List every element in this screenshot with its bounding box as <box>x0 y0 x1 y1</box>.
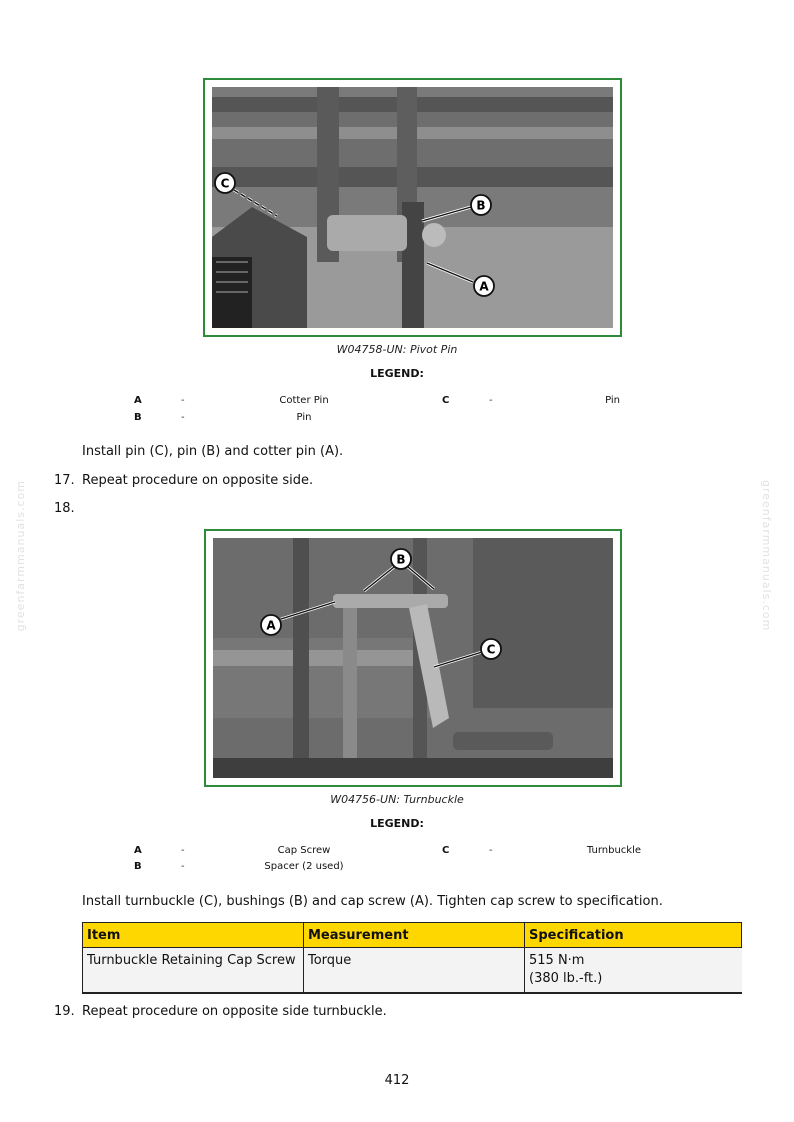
legend2-a-dash: - <box>181 845 185 856</box>
legend2-c-dash: - <box>489 845 493 856</box>
legend1-b-text: Pin <box>296 412 312 423</box>
turnbuckle-figure <box>204 529 622 787</box>
step17-text: Repeat procedure on opposite side. <box>82 473 314 488</box>
callout-b2 <box>391 549 411 569</box>
spec-value-metric: 515 N·m <box>529 953 585 968</box>
legend2-b-dash: - <box>181 861 185 872</box>
spec-table-header-row <box>83 923 742 948</box>
spec-table <box>82 922 742 994</box>
page-number: 412 <box>384 1073 410 1088</box>
legend1-a-dash: - <box>181 395 185 406</box>
legend2-a-letter: A <box>134 845 142 856</box>
figure1-caption: W04758-UN: Pivot Pin <box>336 343 458 356</box>
svg-text:C: C <box>220 176 230 191</box>
legend1-c-letter: C <box>442 395 450 406</box>
step19-text: Repeat procedure on opposite side turnbuckle. <box>82 1004 387 1019</box>
svg-text:C: C <box>486 642 496 657</box>
spec-cell-item: Turnbuckle Retaining Cap Screw <box>83 948 304 994</box>
callout-b <box>471 195 491 215</box>
svg-text:A: A <box>479 279 489 294</box>
legend1-b-dash: - <box>181 412 185 423</box>
pivot-pin-figure <box>203 78 622 337</box>
spec-header-specification: Specification <box>525 923 742 948</box>
figure2-caption: W04756-UN: Turnbuckle <box>330 793 464 806</box>
legend2-b-text: Spacer (2 used) <box>264 861 344 872</box>
legend2-c-letter: C <box>442 845 450 856</box>
spec-header-measurement: Measurement <box>304 923 525 948</box>
legend2-c-text: Turnbuckle <box>586 845 641 856</box>
pivot-pin-callouts <box>205 80 620 335</box>
install-turnbuckle-text: Install turnbuckle (C), bushings (B) and cap screw (A). Tighten cap screw to specification. <box>82 894 663 909</box>
legend1-c-text: Pin <box>605 395 620 406</box>
legend2-title: LEGEND: <box>370 817 424 830</box>
legend2-b-letter: B <box>134 861 142 872</box>
watermark-left: greenfarmmanuals.com <box>14 480 27 632</box>
svg-text:A: A <box>266 618 276 633</box>
legend1-title: LEGEND: <box>370 367 424 380</box>
legend1-a-letter: A <box>134 395 142 406</box>
spec-cell-specification <box>525 948 742 994</box>
spec-cell-measurement: Torque <box>304 948 525 994</box>
step17-number: 17. <box>54 473 75 488</box>
install-pin-text: Install pin (C), pin (B) and cotter pin (A). <box>82 444 344 459</box>
legend1-b-letter: B <box>134 412 142 423</box>
legend1-a-text: Cotter Pin <box>279 395 329 406</box>
legend1-c-dash: - <box>489 395 493 406</box>
step19-number: 19. <box>54 1004 75 1019</box>
svg-text:B: B <box>476 198 486 213</box>
turnbuckle-callouts <box>206 531 620 785</box>
callout-c <box>215 173 235 193</box>
callout-a <box>474 276 494 296</box>
spec-value-imperial: (380 lb.-ft.) <box>529 971 603 986</box>
table-row <box>83 948 742 994</box>
svg-text:B: B <box>396 552 406 567</box>
watermark-right: greenfarmmanuals.com <box>760 480 773 632</box>
spec-header-item: Item <box>83 923 304 948</box>
callout-c2 <box>481 639 501 659</box>
step18-number: 18. <box>54 501 75 516</box>
legend2-a-text: Cap Screw <box>277 845 331 856</box>
callout-a2 <box>261 615 281 635</box>
